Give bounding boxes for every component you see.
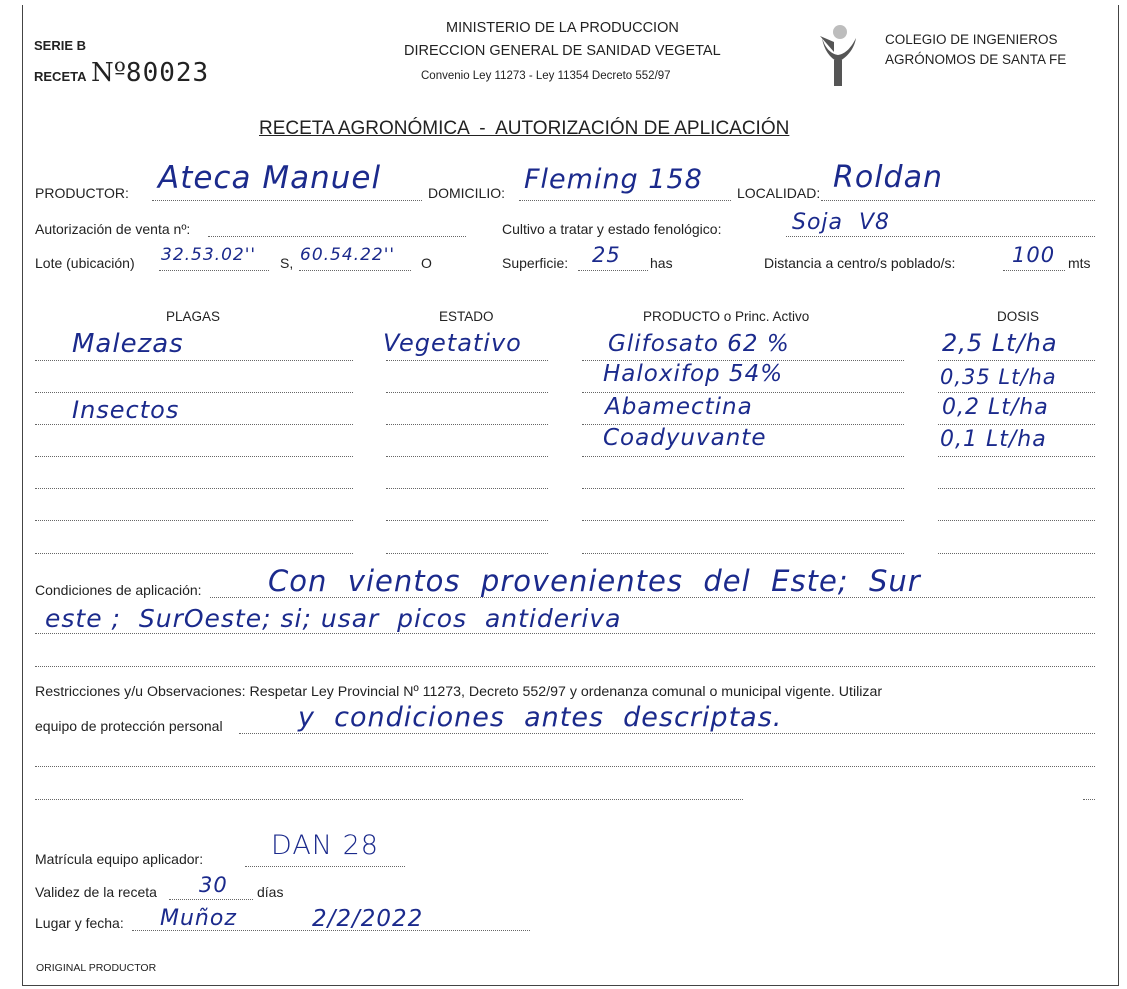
localidad-value: Roldan (833, 160, 943, 195)
productor-label: PRODUCTOR: (35, 185, 129, 201)
restricciones-value: y condiciones antes descriptas. (298, 702, 783, 733)
plaga-cell: Malezas (72, 329, 184, 359)
productor-value: Ateca Manuel (158, 160, 382, 196)
localidad-label: LOCALIDAD: (737, 185, 821, 201)
distancia-value: 100 (1012, 243, 1056, 267)
fecha-value: 2/2/2022 (312, 906, 424, 932)
original-productor-label: ORIGINAL PRODUCTOR (36, 962, 157, 974)
convenio-line: Convenio Ley 11273 - Ley 11354 Decreto 552/97 (421, 70, 671, 82)
validez-value: 30 (199, 873, 228, 897)
header-producto: PRODUCTO o Princ. Activo (643, 309, 810, 324)
domicilio-label: DOMICILIO: (428, 185, 506, 201)
condiciones-label: Condiciones de aplicación: (35, 582, 202, 598)
dosis-cell: 0,2 Lt/ha (942, 395, 1049, 420)
restricciones-text-line2: equipo de protección personal (35, 718, 223, 734)
condiciones-line1: Con vientos provenientes del Este; Sur (268, 564, 921, 598)
superficie-unit: has (650, 255, 673, 271)
ministry-line2: DIRECCION GENERAL DE SANIDAD VEGETAL (404, 43, 721, 59)
lugar-label: Lugar y fecha: (35, 915, 124, 931)
college-line2: AGRÓNOMOS DE SANTA FE (885, 52, 1067, 67)
superficie-label: Superficie: (502, 255, 569, 271)
form-frame (22, 5, 1119, 986)
receta-number: 80023 (125, 58, 210, 88)
header-plagas: PLAGAS (166, 309, 221, 324)
estado-cell: Vegetativo (383, 329, 522, 357)
cultivo-value: Soja V8 (792, 210, 891, 235)
header-estado: ESTADO (439, 309, 494, 324)
serie-label: SERIE B (34, 38, 87, 53)
lote-o-label: O (421, 255, 432, 271)
college-line1: COLEGIO DE INGENIEROS (885, 32, 1058, 47)
superficie-value: 25 (592, 243, 621, 267)
ministry-line1: MINISTERIO DE LA PRODUCCION (446, 20, 679, 36)
plaga-cell: Insectos (72, 396, 180, 424)
cultivo-label: Cultivo a tratar y estado fenológico: (502, 221, 722, 237)
domicilio-value: Fleming 158 (524, 164, 703, 195)
matricula-label: Matrícula equipo aplicador: (35, 851, 204, 867)
header-dosis: DOSIS (997, 309, 1040, 324)
receta-label: RECETA (34, 69, 87, 84)
restricciones-text: Restricciones y/u Observaciones: Respetar Ley Provincial Nº 11273, Decreto 552/97 y ordenanza comunal o municipal vigente. Utilizar (35, 684, 883, 700)
lote-latitude: 32.53.02'' (161, 245, 257, 265)
receta-number-block (34, 58, 209, 88)
dosis-cell: 2,5 Lt/ha (942, 329, 1058, 357)
validez-unit: días (257, 884, 284, 900)
lugar-value: Muñoz (160, 906, 237, 931)
distancia-label: Distancia a centro/s poblado/s: (764, 255, 956, 271)
form-title: RECETA AGRONÓMICA - AUTORIZACIÓN DE APLICACIÓN (259, 118, 790, 139)
receta-number-prefix: Nº (90, 58, 126, 88)
matricula-value: DAN 28 (271, 830, 379, 861)
lote-longitude: 60.54.22'' (300, 245, 396, 265)
producto-cell: Abamectina (605, 394, 753, 420)
validez-label: Validez de la receta (35, 884, 157, 900)
lote-s-label: S, (280, 255, 294, 271)
dosis-cell: 0,1 Lt/ha (940, 427, 1047, 452)
distancia-unit: mts (1068, 255, 1091, 271)
producto-cell: Haloxifop 54% (603, 361, 784, 387)
producto-cell: Coadyuvante (603, 425, 767, 451)
autorizacion-label: Autorización de venta nº: (35, 221, 191, 237)
lote-label: Lote (ubicación) (35, 255, 135, 271)
college-logo-icon (818, 24, 860, 86)
dosis-cell: 0,35 Lt/ha (940, 365, 1057, 389)
condiciones-line2: este ; SurOeste; si; usar picos antideriva (45, 604, 622, 633)
producto-cell: Glifosato 62 % (608, 331, 790, 357)
